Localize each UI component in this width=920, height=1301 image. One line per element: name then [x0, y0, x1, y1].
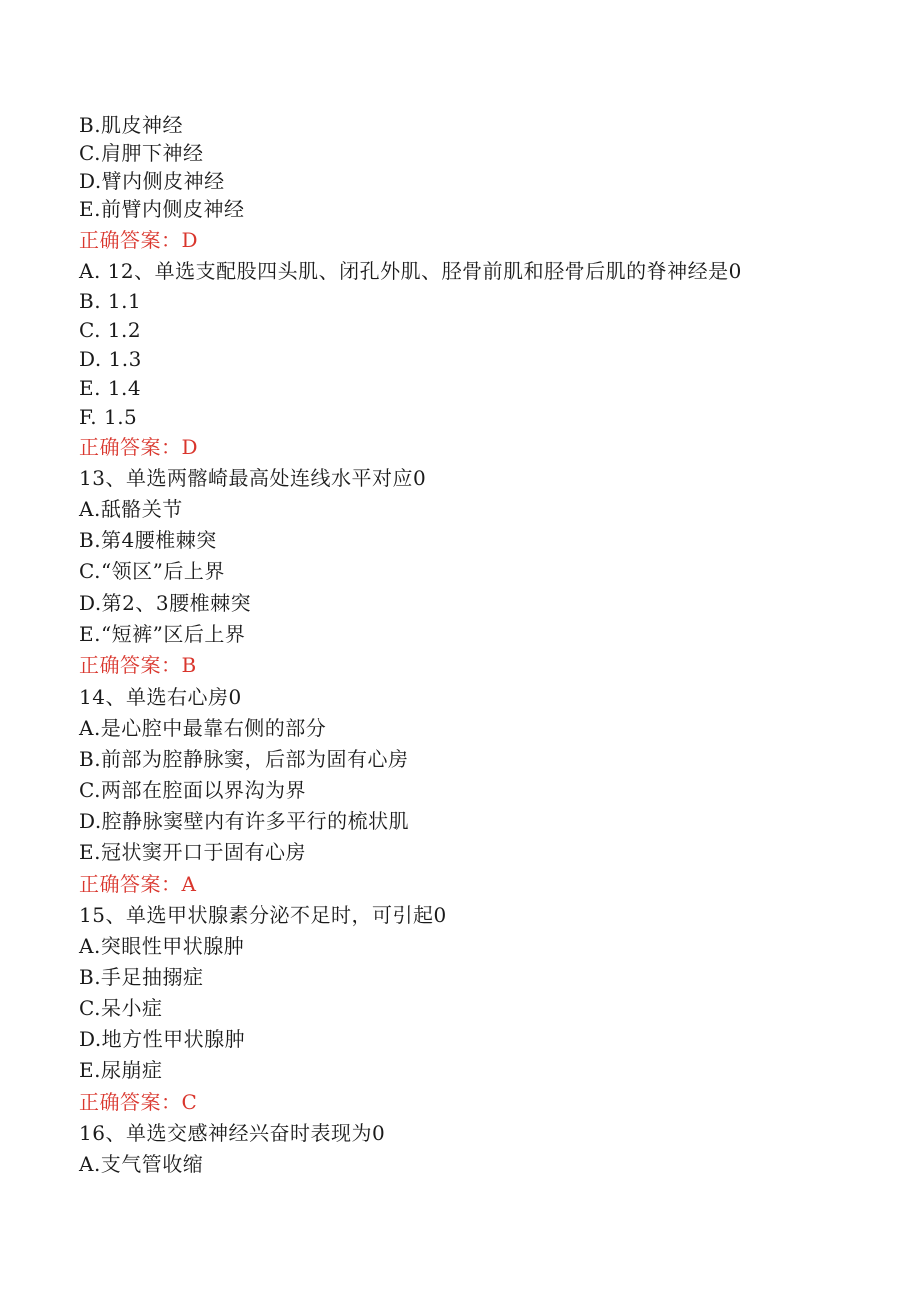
option-line: D.第2、3腰椎棘突	[79, 591, 252, 615]
option-line: D.地方性甲状腺肿	[79, 1027, 246, 1051]
option-line: E. 1.4	[79, 376, 142, 400]
question-line: 15、单选甲状腺素分泌不足时，可引起0	[79, 903, 447, 927]
option-line: D.腔静脉窦壁内有许多平行的梳状肌	[79, 809, 410, 833]
option-line: E.“短裤”区后上界	[79, 622, 246, 646]
option-line: A.是心腔中最靠右侧的部分	[79, 716, 327, 740]
answer-line: 正确答案：D	[79, 435, 199, 459]
option-line: B. 1.1	[79, 289, 142, 313]
option-line: A.支气管收缩	[79, 1152, 204, 1176]
option-line: F. 1.5	[79, 405, 138, 429]
question-line: 16、单选交感神经兴奋时表现为0	[79, 1121, 386, 1145]
option-line: D. 1.3	[79, 347, 142, 371]
option-line: A.突眼性甲状腺肿	[79, 934, 245, 958]
option-line: A.舐骼关节	[79, 497, 183, 521]
option-line: B.手足抽搦症	[79, 965, 204, 989]
option-line: C.“领区”后上界	[79, 559, 225, 583]
option-line: B.肌皮神经	[79, 113, 184, 137]
answer-line: 正确答案：C	[79, 1090, 198, 1114]
question-line: 14、单选右心房0	[79, 685, 242, 709]
question-line: A. 12、单选支配股四头肌、闭孔外肌、胫骨前肌和胫骨后肌的脊神经是0	[79, 259, 742, 283]
option-line: E.前臂内侧皮神经	[79, 197, 245, 221]
answer-line: 正确答案：A	[79, 872, 197, 896]
option-line: B.第4腰椎棘突	[79, 528, 217, 552]
option-line: C.呆小症	[79, 996, 163, 1020]
answer-line: 正确答案：D	[79, 228, 199, 252]
option-line: C.肩胛下神经	[79, 141, 204, 165]
answer-line: 正确答案：B	[79, 653, 197, 677]
question-line: 13、单选两髂崎最高处连线水平对应0	[79, 466, 427, 490]
option-line: E.尿崩症	[79, 1058, 163, 1082]
option-line: B.前部为腔静脉窦，后部为固有心房	[79, 747, 409, 771]
option-line: E.冠状窦开口于固有心房	[79, 840, 306, 864]
option-line: C.两部在腔面以界沟为界	[79, 778, 306, 802]
option-line: D.臂内侧皮神经	[79, 169, 225, 193]
option-line: C. 1.2	[79, 318, 142, 342]
